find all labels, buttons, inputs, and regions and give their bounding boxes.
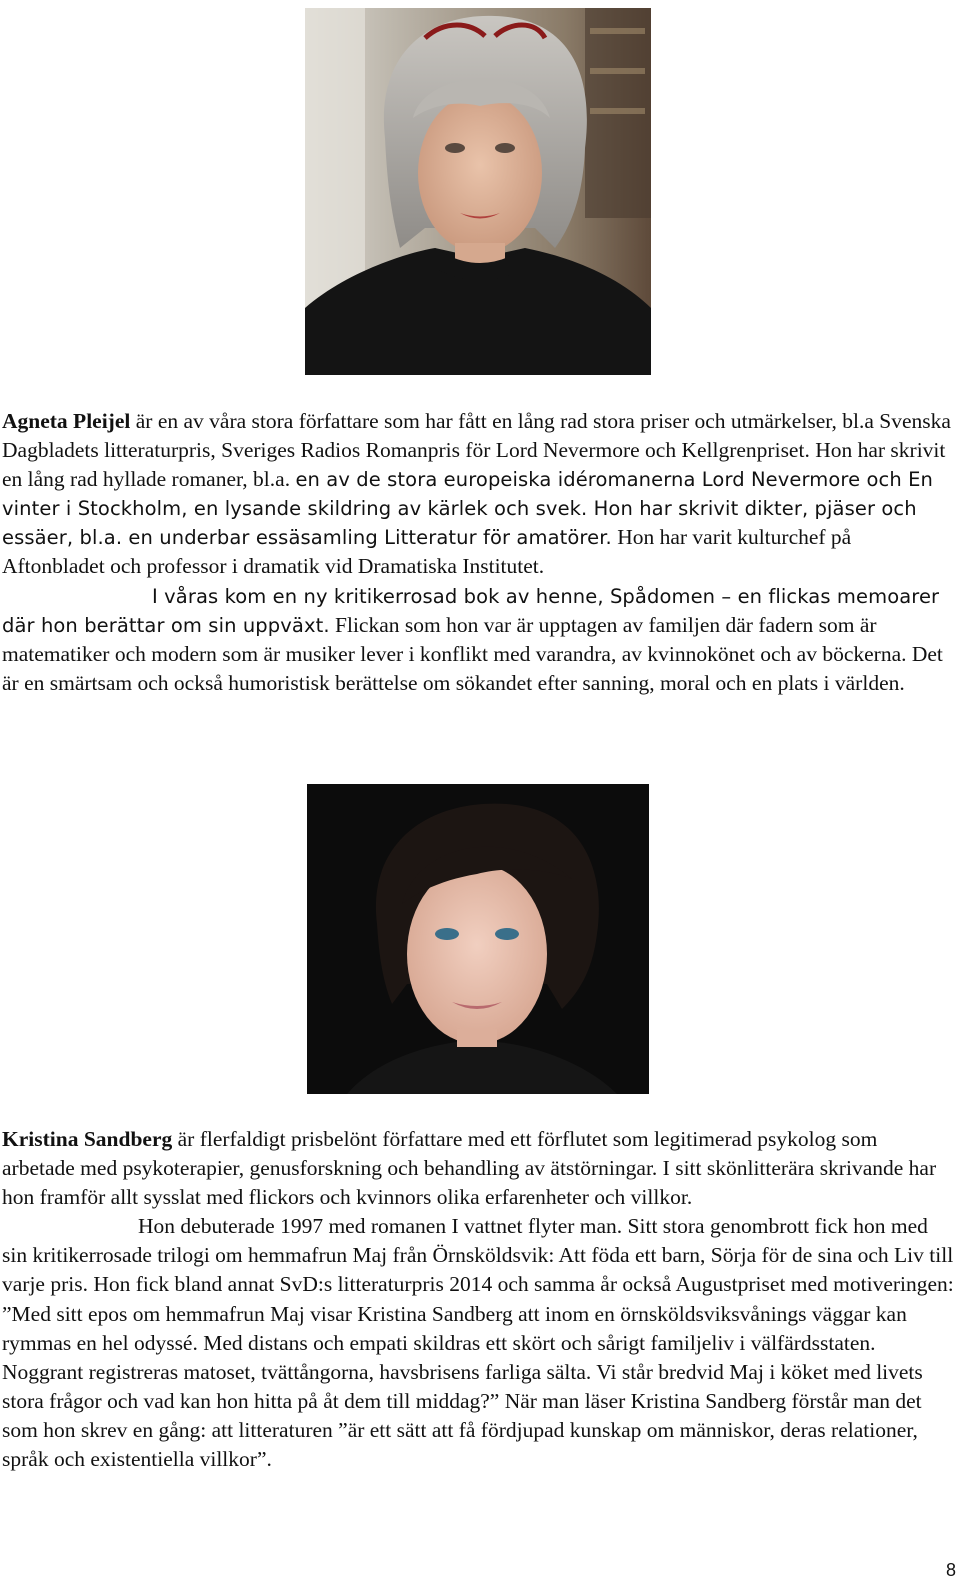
bio-text: Hon har varit kulturchef på Aftonbladet och professor i dramatik vid Dramatiska Institutet. [2, 525, 852, 579]
bio-paragraph [2, 582, 954, 698]
bio-text: en av de stora europeiska idéromanerna Lord Nevermore och En vinter i Stockholm, en lysande skildring av kärlek och svek. Hon har skrivit dikter, pjäser och essäer, bl.a. en underbar essäsamling Litteratur för amatörer. [2, 468, 933, 550]
author-name: Kristina Sandberg [2, 1127, 173, 1151]
bio-text: I våras kom en ny kritikerrosad bok av henne, Spådomen – en flickas memoarer där hon berättar om sin uppväxt. [2, 584, 940, 637]
bio-text: är flerfaldigt prisbelönt författare med ett förflutet som legitimerad psykolog som arbetade med psykoterapier, genusforskning och behandling av ätstörningar. I sitt skönlitterära skrivande har hon framför allt sysslat med flickors och kvinnors olika erfarenheter och villkor. [2, 1127, 937, 1210]
author-portrait-agneta-pleijel [305, 8, 651, 375]
bio-paragraph [2, 407, 954, 582]
author-bio-kristina-sandberg [2, 1125, 954, 1474]
portrait-photo-2 [307, 784, 649, 1094]
author-name: Agneta Pleijel [2, 409, 131, 433]
portrait-photo-1 [305, 8, 651, 375]
bio-paragraph: Hon debuterade 1997 med romanen I vattnet flyter man. Sitt stora genombrott fick hon med sin kritikerrosade trilogi om hemmafrun Maj från Örnsköldsvik: Att föda ett barn, Sörja för de sina och Liv till varje pris. Hon fick bland annat SvD:s litteraturpris 2014 och samma år också Augustpriset med motiveringen: ”Med sitt epos om hemmafrun Maj visar Kristina Sandberg att inom en örnsköldsviksvånings väggar kan rymmas en hel odyssé. Med distans och empati skildras ett skört och sårigt familjeliv i välfärdsstaten. Noggrant registreras matoset, tvättångorna, havsbrisens farliga sälta. Vi står bredvid Maj i köket med livets stora frågor och vad kan hon hitta på åt dem till middag?” När man läser Kristina Sandberg förstår man det som hon skrev en gång: att litteraturen ”är ett sätt att få fördjupad kunskap om människor, deras relationer, språk och existentiella villkor”. [2, 1214, 954, 1472]
bio-text: Flickan som hon var är upptagen av familjen där fadern som är matematiker och modern som är musiker lever i konflikt med varandra, av kvinnokönet och av böckerna. Det är en smärtsam och också humoristisk berättelse om sökandet efter sanning, moral och en plats i världen. [2, 612, 943, 695]
author-bio-agneta-pleijel [2, 407, 954, 698]
author-portrait-kristina-sandberg [307, 784, 649, 1094]
bio-paragraph [2, 1125, 954, 1212]
bio-text: är en av våra stora författare som har fått en lång rad stora priser och utmärkelser, bl.a Svenska Dagbladets litteraturpris, Sveriges Radios Romanpris för Lord Nevermore och Kellgrenpriset. Hon har skrivit en lång rad hyllade romaner, bl.a. [2, 409, 951, 492]
page-number: 8 [945, 1560, 956, 1580]
